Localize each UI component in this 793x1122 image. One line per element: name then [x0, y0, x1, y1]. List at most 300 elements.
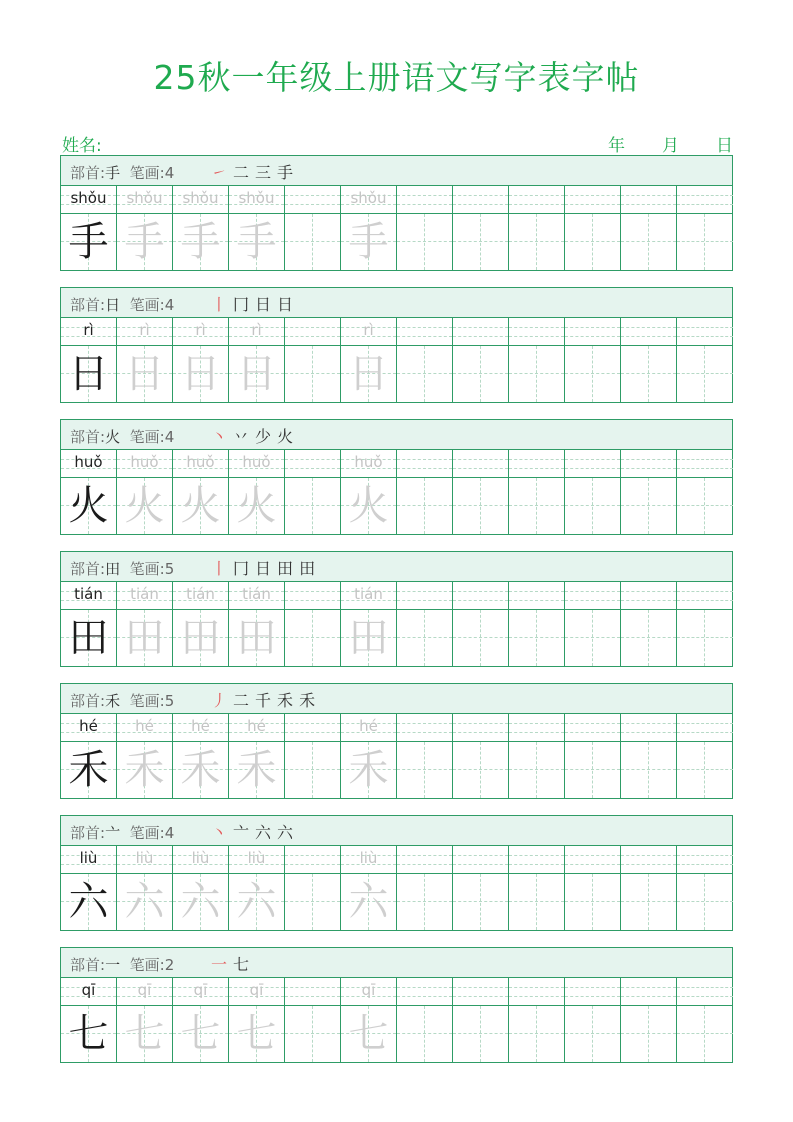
pinyin-trace: qī — [193, 981, 208, 999]
character-trace: 手 — [124, 219, 165, 265]
character-trace: 七 — [348, 1011, 389, 1057]
character-trace: 日 — [124, 351, 165, 397]
writing-cell[interactable] — [117, 214, 173, 270]
stroke-step: 日 — [255, 295, 272, 314]
pinyin-cell[interactable] — [677, 318, 733, 345]
pinyin-model: shǒu — [70, 189, 107, 207]
pinyin-cell[interactable] — [565, 978, 621, 1005]
writing-cell[interactable] — [229, 742, 285, 798]
writing-cell[interactable] — [397, 214, 453, 270]
writing-row — [61, 346, 732, 402]
pinyin-cell[interactable] — [285, 846, 341, 873]
pinyin-trace: liù — [359, 849, 378, 867]
writing-cell[interactable] — [285, 610, 341, 666]
character-model: 田 — [68, 615, 109, 661]
radical-label: 部首: — [70, 560, 106, 578]
stroke-step: 丶 — [211, 427, 228, 446]
writing-cell[interactable] — [509, 1006, 565, 1062]
character-model: 七 — [68, 1011, 109, 1057]
writing-cell[interactable] — [621, 1006, 677, 1062]
writing-cell[interactable] — [117, 610, 173, 666]
character-trace: 七 — [180, 1011, 221, 1057]
writing-cell[interactable] — [117, 742, 173, 798]
stroke-step: 日 — [277, 295, 294, 314]
writing-cell[interactable] — [621, 610, 677, 666]
writing-cell[interactable] — [173, 874, 229, 930]
character-trace: 日 — [348, 351, 389, 397]
character-block — [60, 551, 733, 667]
stroke-step: 七 — [233, 955, 250, 974]
writing-cell[interactable] — [453, 1006, 509, 1062]
pinyin-cell[interactable] — [173, 978, 229, 1005]
writing-cell[interactable] — [117, 478, 173, 534]
writing-cell[interactable] — [397, 346, 453, 402]
writing-cell[interactable] — [565, 610, 621, 666]
pinyin-cell[interactable] — [621, 846, 677, 873]
pinyin-cell[interactable] — [341, 714, 397, 741]
pinyin-cell[interactable] — [117, 450, 173, 477]
radical-label: 部首: — [70, 692, 106, 710]
character-model: 日 — [68, 351, 109, 397]
character-trace: 手 — [180, 219, 221, 265]
pinyin-cell[interactable] — [397, 582, 453, 609]
pinyin-trace: hé — [191, 717, 210, 735]
stroke-count: 4 — [164, 428, 175, 446]
radical-value: 日 — [105, 296, 121, 314]
stroke-step: 六 — [255, 823, 272, 842]
character-block — [60, 155, 733, 271]
radical-info — [70, 162, 174, 183]
radical-label: 部首: — [70, 164, 106, 182]
character-block — [60, 815, 733, 931]
block-header — [61, 420, 732, 450]
writing-row — [61, 214, 732, 270]
writing-cell[interactable] — [173, 1006, 229, 1062]
writing-cell[interactable] — [509, 742, 565, 798]
pinyin-cell[interactable] — [229, 318, 285, 345]
writing-cell[interactable] — [453, 742, 509, 798]
character-trace: 田 — [236, 615, 277, 661]
pinyin-trace: liù — [191, 849, 210, 867]
pinyin-cell[interactable] — [61, 714, 117, 741]
block-header — [61, 156, 732, 186]
pinyin-cell[interactable] — [397, 318, 453, 345]
stroke-order — [211, 160, 299, 183]
pinyin-cell[interactable] — [341, 450, 397, 477]
stroke-label: 笔画: — [129, 956, 165, 974]
pinyin-cell[interactable] — [173, 318, 229, 345]
pinyin-cell[interactable] — [61, 318, 117, 345]
pinyin-cell[interactable] — [509, 978, 565, 1005]
pinyin-cell[interactable] — [173, 846, 229, 873]
radical-info — [70, 294, 174, 315]
writing-cell[interactable] — [285, 1006, 341, 1062]
writing-cell[interactable] — [397, 478, 453, 534]
character-trace: 火 — [124, 483, 165, 529]
pinyin-cell[interactable] — [61, 582, 117, 609]
pinyin-cell[interactable] — [117, 978, 173, 1005]
pinyin-cell[interactable] — [677, 186, 733, 213]
pinyin-cell[interactable] — [229, 978, 285, 1005]
character-block — [60, 287, 733, 403]
stroke-count: 5 — [164, 692, 175, 710]
pinyin-cell[interactable] — [453, 450, 509, 477]
writing-cell[interactable] — [229, 214, 285, 270]
writing-cell[interactable] — [677, 1006, 733, 1062]
pinyin-model: rì — [83, 321, 94, 339]
pinyin-row — [61, 714, 732, 742]
pinyin-trace: hé — [135, 717, 154, 735]
stroke-step: 丶 — [211, 823, 228, 842]
radical-label: 部首: — [70, 428, 106, 446]
pinyin-trace: shǒu — [182, 189, 219, 207]
pinyin-trace: hé — [247, 717, 266, 735]
pinyin-cell[interactable] — [341, 186, 397, 213]
writing-cell[interactable] — [677, 346, 733, 402]
pinyin-trace: huǒ — [186, 453, 215, 471]
stroke-order — [211, 424, 299, 447]
writing-cell[interactable] — [173, 478, 229, 534]
writing-cell[interactable] — [61, 478, 117, 534]
block-header — [61, 552, 732, 582]
pinyin-cell[interactable] — [285, 186, 341, 213]
radical-value: 禾 — [105, 692, 121, 710]
block-header — [61, 684, 732, 714]
pinyin-cell[interactable] — [117, 582, 173, 609]
pinyin-cell[interactable] — [565, 186, 621, 213]
pinyin-trace: hé — [359, 717, 378, 735]
writing-cell[interactable] — [565, 346, 621, 402]
writing-cell[interactable] — [173, 742, 229, 798]
pinyin-cell[interactable] — [509, 714, 565, 741]
character-trace: 火 — [236, 483, 277, 529]
writing-cell[interactable] — [397, 1006, 453, 1062]
pinyin-cell[interactable] — [117, 714, 173, 741]
pinyin-cell[interactable] — [173, 714, 229, 741]
character-trace: 六 — [348, 879, 389, 925]
writing-cell[interactable] — [285, 214, 341, 270]
pinyin-cell[interactable] — [509, 846, 565, 873]
pinyin-cell[interactable] — [621, 582, 677, 609]
writing-cell[interactable] — [621, 478, 677, 534]
pinyin-trace: rì — [139, 321, 150, 339]
stroke-label: 笔画: — [129, 560, 165, 578]
pinyin-cell[interactable] — [341, 978, 397, 1005]
pinyin-cell[interactable] — [229, 582, 285, 609]
writing-cell[interactable] — [61, 1006, 117, 1062]
pinyin-cell[interactable] — [621, 714, 677, 741]
stroke-order — [211, 556, 321, 579]
pinyin-cell[interactable] — [229, 450, 285, 477]
pinyin-cell[interactable] — [285, 978, 341, 1005]
pinyin-cell[interactable] — [677, 714, 733, 741]
pinyin-cell[interactable] — [621, 318, 677, 345]
pinyin-cell[interactable] — [61, 978, 117, 1005]
pinyin-trace: rì — [251, 321, 262, 339]
stroke-step: 火 — [277, 427, 294, 446]
radical-info — [70, 690, 174, 711]
writing-cell[interactable] — [397, 610, 453, 666]
pinyin-cell[interactable] — [565, 714, 621, 741]
pinyin-model: tián — [74, 585, 103, 603]
stroke-step: 丨 — [211, 295, 228, 314]
character-block — [60, 947, 733, 1063]
pinyin-trace: liù — [135, 849, 154, 867]
writing-cell[interactable] — [677, 874, 733, 930]
writing-cell[interactable] — [341, 610, 397, 666]
writing-cell[interactable] — [229, 478, 285, 534]
stroke-step: 六 — [277, 823, 294, 842]
writing-cell[interactable] — [341, 478, 397, 534]
radical-value: 一 — [105, 956, 121, 974]
writing-cell[interactable] — [341, 346, 397, 402]
writing-cell[interactable] — [621, 874, 677, 930]
pinyin-cell[interactable] — [117, 846, 173, 873]
pinyin-cell[interactable] — [285, 450, 341, 477]
pinyin-trace: tián — [242, 585, 271, 603]
stroke-label: 笔画: — [129, 296, 165, 314]
pinyin-cell[interactable] — [117, 186, 173, 213]
character-model: 火 — [68, 483, 109, 529]
stroke-label: 笔画: — [129, 164, 165, 182]
pinyin-cell[interactable] — [61, 846, 117, 873]
writing-cell[interactable] — [229, 874, 285, 930]
radical-info — [70, 822, 174, 843]
pinyin-row — [61, 450, 732, 478]
stroke-step: 二 — [233, 163, 250, 182]
pinyin-cell[interactable] — [173, 582, 229, 609]
stroke-step: 千 — [255, 691, 272, 710]
pinyin-cell[interactable] — [621, 186, 677, 213]
pinyin-row — [61, 186, 732, 214]
writing-cell[interactable] — [117, 874, 173, 930]
radical-label: 部首: — [70, 956, 106, 974]
block-header — [61, 948, 732, 978]
month-label: 月 — [662, 136, 679, 156]
writing-cell[interactable] — [453, 478, 509, 534]
pinyin-cell[interactable] — [677, 582, 733, 609]
radical-label: 部首: — [70, 824, 106, 842]
pinyin-trace: shǒu — [350, 189, 387, 207]
pinyin-trace: shǒu — [126, 189, 163, 207]
writing-cell[interactable] — [677, 742, 733, 798]
pinyin-cell[interactable] — [285, 318, 341, 345]
stroke-count: 4 — [164, 824, 175, 842]
writing-cell[interactable] — [341, 742, 397, 798]
stroke-step: 日 — [255, 559, 272, 578]
pinyin-cell[interactable] — [173, 186, 229, 213]
pinyin-cell[interactable] — [453, 318, 509, 345]
pinyin-cell[interactable] — [61, 186, 117, 213]
pinyin-cell[interactable] — [453, 714, 509, 741]
pinyin-trace: rì — [363, 321, 374, 339]
pinyin-cell[interactable] — [341, 318, 397, 345]
stroke-step: ㇀ — [211, 163, 228, 182]
pinyin-cell[interactable] — [397, 714, 453, 741]
stroke-order — [211, 292, 299, 315]
pinyin-cell[interactable] — [509, 318, 565, 345]
character-model: 禾 — [68, 747, 109, 793]
radical-value: 亠 — [105, 824, 121, 842]
pinyin-cell[interactable] — [229, 186, 285, 213]
pinyin-cell[interactable] — [621, 450, 677, 477]
pinyin-cell[interactable] — [677, 450, 733, 477]
pinyin-cell[interactable] — [677, 978, 733, 1005]
pinyin-cell[interactable] — [453, 186, 509, 213]
writing-cell[interactable] — [173, 346, 229, 402]
pinyin-cell[interactable] — [229, 714, 285, 741]
writing-cell[interactable] — [677, 478, 733, 534]
stroke-step: 二 — [233, 691, 250, 710]
stroke-step: 丨 — [211, 559, 228, 578]
writing-cell[interactable] — [509, 346, 565, 402]
writing-cell[interactable] — [509, 874, 565, 930]
writing-cell[interactable] — [229, 610, 285, 666]
stroke-step: 田 — [299, 559, 316, 578]
writing-cell[interactable] — [285, 346, 341, 402]
pinyin-cell[interactable] — [509, 450, 565, 477]
writing-cell[interactable] — [341, 214, 397, 270]
writing-cell[interactable] — [61, 742, 117, 798]
character-trace: 禾 — [348, 747, 389, 793]
pinyin-cell[interactable] — [229, 846, 285, 873]
writing-row — [61, 478, 732, 534]
pinyin-row — [61, 582, 732, 610]
pinyin-cell[interactable] — [677, 846, 733, 873]
pinyin-model: huǒ — [74, 453, 103, 471]
pinyin-trace: qī — [137, 981, 152, 999]
writing-cell[interactable] — [173, 610, 229, 666]
character-trace: 日 — [236, 351, 277, 397]
pinyin-trace: liù — [247, 849, 266, 867]
pinyin-cell[interactable] — [453, 846, 509, 873]
pinyin-cell[interactable] — [285, 582, 341, 609]
stroke-order — [211, 820, 299, 843]
block-header — [61, 816, 732, 846]
character-model: 六 — [68, 879, 109, 925]
character-trace: 七 — [236, 1011, 277, 1057]
writing-cell[interactable] — [285, 874, 341, 930]
pinyin-cell[interactable] — [565, 450, 621, 477]
writing-cell[interactable] — [285, 478, 341, 534]
writing-cell[interactable] — [341, 1006, 397, 1062]
writing-cell[interactable] — [509, 610, 565, 666]
pinyin-trace: tián — [354, 585, 383, 603]
pinyin-cell[interactable] — [341, 846, 397, 873]
character-trace: 田 — [180, 615, 221, 661]
writing-cell[interactable] — [285, 742, 341, 798]
writing-cell[interactable] — [173, 214, 229, 270]
writing-cell[interactable] — [61, 874, 117, 930]
writing-cell[interactable] — [61, 346, 117, 402]
writing-cell[interactable] — [229, 346, 285, 402]
writing-cell[interactable] — [565, 874, 621, 930]
writing-cell[interactable] — [509, 214, 565, 270]
writing-cell[interactable] — [565, 478, 621, 534]
writing-cell[interactable] — [677, 214, 733, 270]
character-block — [60, 419, 733, 535]
pinyin-cell[interactable] — [397, 450, 453, 477]
writing-cell[interactable] — [453, 610, 509, 666]
writing-cell[interactable] — [117, 1006, 173, 1062]
stroke-step: 手 — [277, 163, 294, 182]
writing-row — [61, 610, 732, 666]
writing-cell[interactable] — [621, 742, 677, 798]
writing-cell[interactable] — [61, 214, 117, 270]
character-trace: 禾 — [236, 747, 277, 793]
pinyin-trace: huǒ — [242, 453, 271, 471]
character-trace: 禾 — [124, 747, 165, 793]
character-trace: 手 — [348, 219, 389, 265]
writing-cell[interactable] — [117, 346, 173, 402]
character-block — [60, 683, 733, 799]
radical-value: 火 — [105, 428, 121, 446]
pinyin-cell[interactable] — [565, 318, 621, 345]
radical-info — [70, 558, 174, 579]
writing-cell[interactable] — [677, 610, 733, 666]
pinyin-cell[interactable] — [621, 978, 677, 1005]
writing-cell[interactable] — [397, 874, 453, 930]
stroke-label: 笔画: — [129, 692, 165, 710]
character-trace: 田 — [348, 615, 389, 661]
stroke-label: 笔画: — [129, 824, 165, 842]
writing-cell[interactable] — [621, 346, 677, 402]
writing-cell[interactable] — [565, 214, 621, 270]
writing-cell[interactable] — [453, 874, 509, 930]
stroke-step: 禾 — [299, 691, 316, 710]
writing-cell[interactable] — [341, 874, 397, 930]
writing-cell[interactable] — [509, 478, 565, 534]
pinyin-cell[interactable] — [173, 450, 229, 477]
writing-cell[interactable] — [565, 1006, 621, 1062]
writing-cell[interactable] — [565, 742, 621, 798]
pinyin-trace: huǒ — [354, 453, 383, 471]
pinyin-cell[interactable] — [397, 978, 453, 1005]
stroke-step: 冂 — [233, 559, 250, 578]
pinyin-cell[interactable] — [397, 186, 453, 213]
character-trace: 田 — [124, 615, 165, 661]
writing-cell[interactable] — [397, 742, 453, 798]
stroke-step: 田 — [277, 559, 294, 578]
radical-info — [70, 426, 174, 447]
writing-cell[interactable] — [453, 214, 509, 270]
pinyin-cell[interactable] — [509, 186, 565, 213]
pinyin-trace: shǒu — [238, 189, 275, 207]
pinyin-row — [61, 978, 732, 1006]
pinyin-cell[interactable] — [397, 846, 453, 873]
pinyin-cell[interactable] — [453, 582, 509, 609]
stroke-count: 4 — [164, 164, 175, 182]
pinyin-cell[interactable] — [565, 846, 621, 873]
pinyin-cell[interactable] — [565, 582, 621, 609]
pinyin-cell[interactable] — [61, 450, 117, 477]
writing-cell[interactable] — [621, 214, 677, 270]
day-label: 日 — [716, 136, 733, 156]
writing-cell[interactable] — [61, 610, 117, 666]
stroke-step: 少 — [255, 427, 272, 446]
pinyin-cell[interactable] — [453, 978, 509, 1005]
year-label: 年 — [608, 136, 625, 156]
pinyin-trace: qī — [249, 981, 264, 999]
character-trace: 手 — [236, 219, 277, 265]
writing-cell[interactable] — [453, 346, 509, 402]
stroke-step: 三 — [255, 163, 272, 182]
pinyin-cell[interactable] — [117, 318, 173, 345]
pinyin-cell[interactable] — [341, 582, 397, 609]
pinyin-cell[interactable] — [285, 714, 341, 741]
pinyin-cell[interactable] — [509, 582, 565, 609]
writing-cell[interactable] — [229, 1006, 285, 1062]
